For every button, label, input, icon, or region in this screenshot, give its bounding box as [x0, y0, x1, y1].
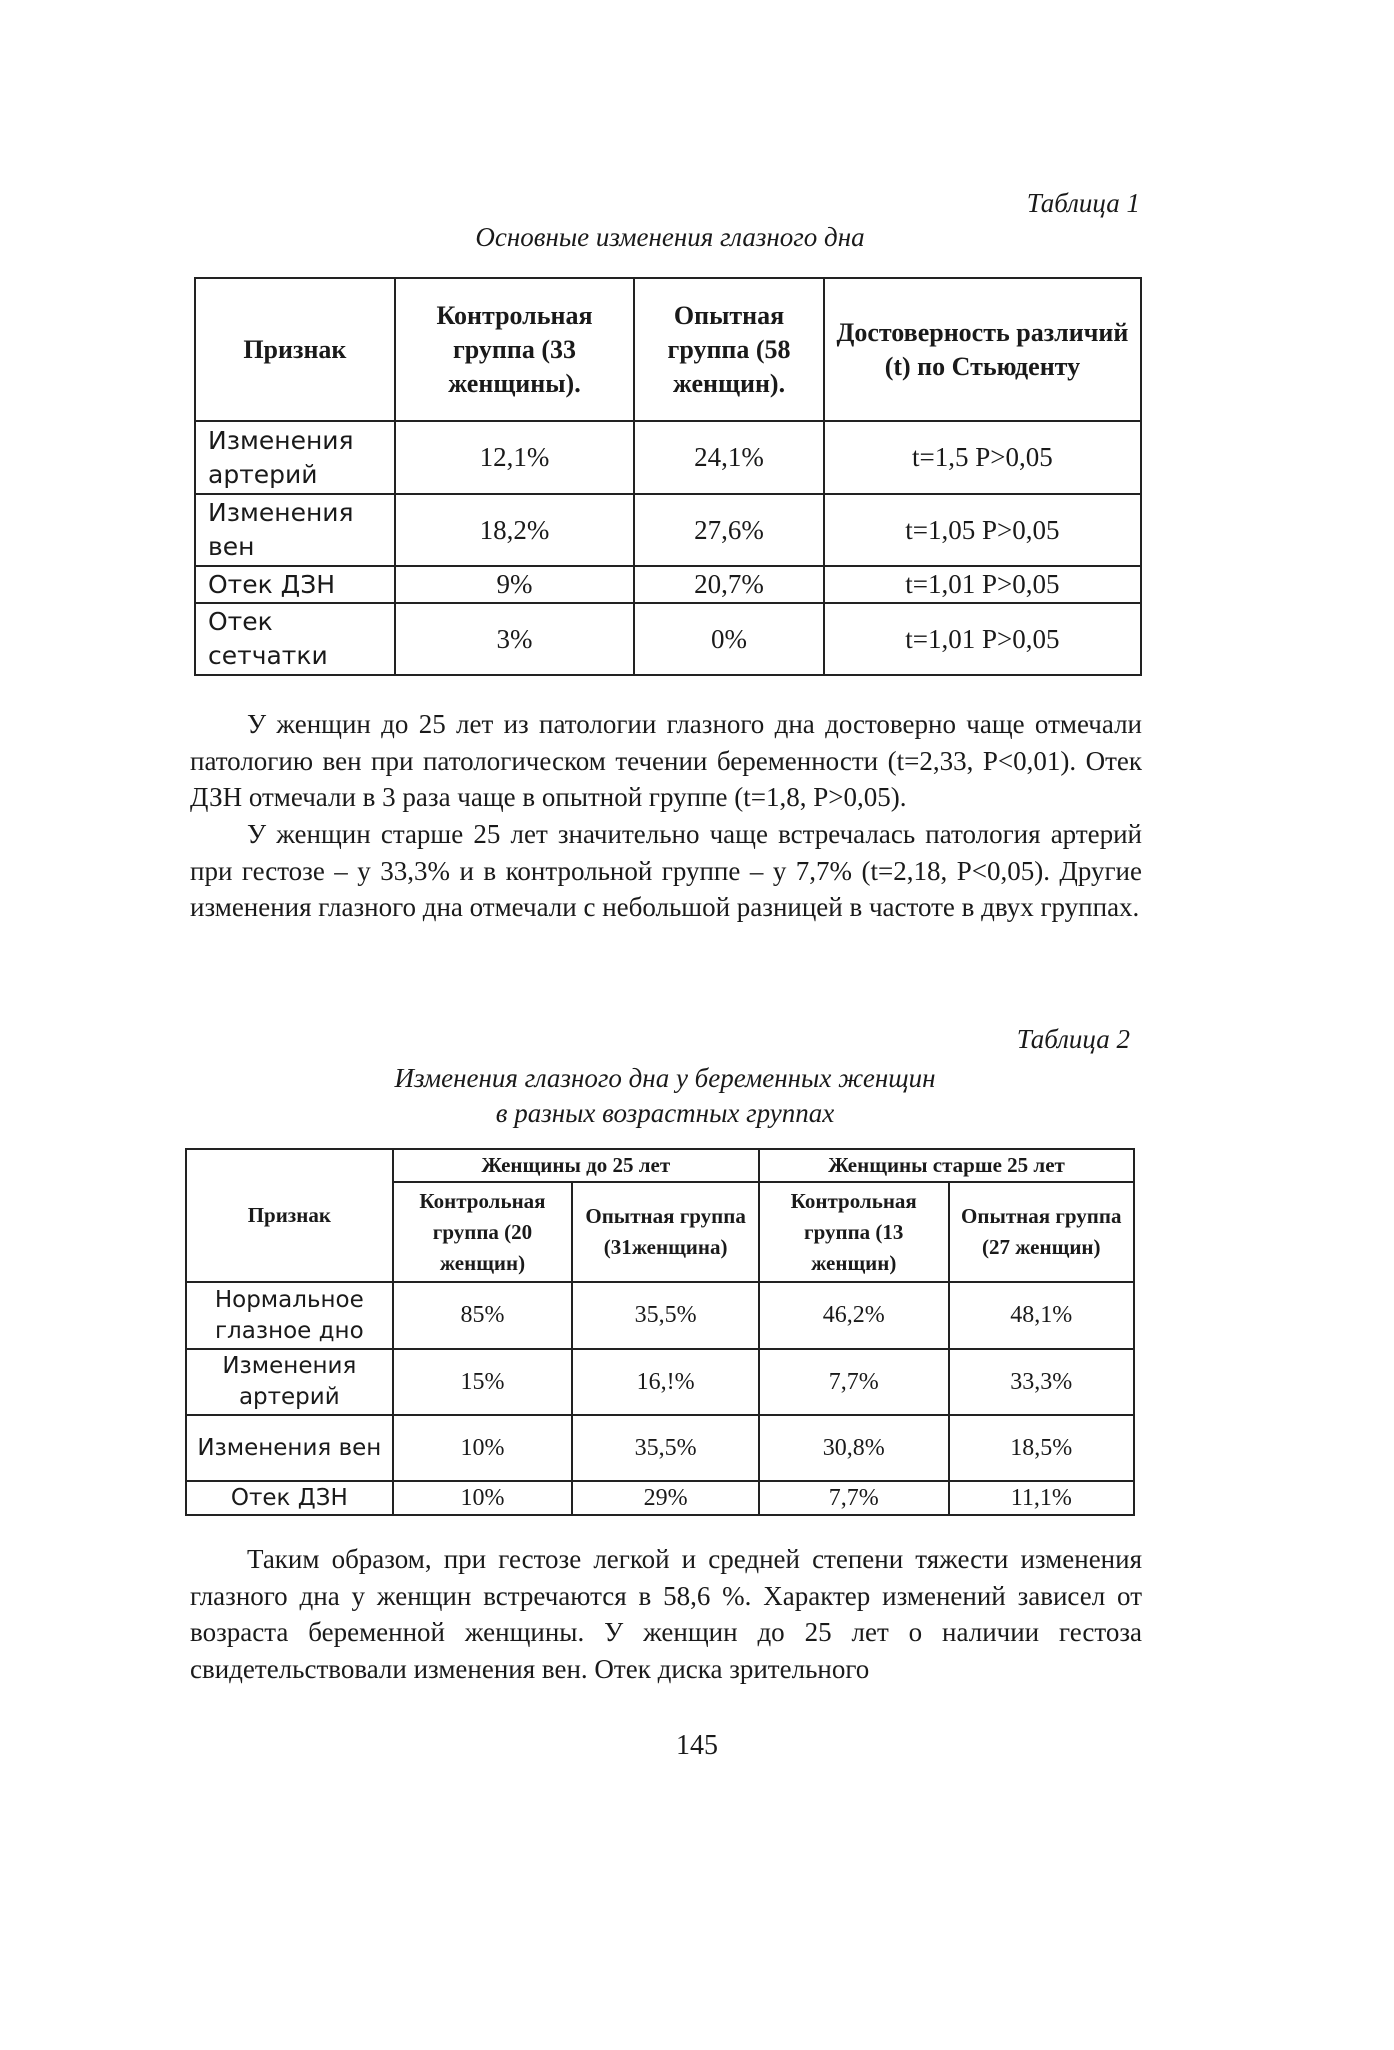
table1-label: Таблица 1: [1026, 188, 1140, 218]
table2-cell: 18,5%: [949, 1415, 1134, 1481]
table2-sub-header: Контрольная группа (13 женщин): [759, 1182, 949, 1282]
table1-cell: Отек ДЗН: [195, 566, 395, 603]
table1-header-experimental: Опытная группа (58 женщин).: [634, 278, 824, 421]
table2-group-header: Женщины до 25 лет: [393, 1149, 759, 1182]
table2-title-line2: в разных возрастных группах: [495, 1098, 835, 1128]
table1-cell: t=1,5 P>0,05: [824, 421, 1141, 494]
body-paragraph: У женщин старше 25 лет значительно чаще встречалась патология артерий при гестозе – у 33,3% и в контрольной группе – у 7,7% (t=2,18, P<0,05). Другие изменения глазного дна отмечали с небольшой разницей в частоте в двух группах.: [190, 819, 1142, 922]
table2-cell: Изменения артерий: [186, 1349, 393, 1415]
table2-cell: 29%: [572, 1481, 759, 1515]
table1-cell: 20,7%: [634, 566, 824, 603]
table1-cell: Изменения вен: [195, 494, 395, 566]
table1: [194, 277, 1142, 676]
table1-cell: t=1,01 P>0,05: [824, 566, 1141, 603]
body-paragraph: У женщин до 25 лет из патологии глазного дна достоверно чаще отмечали патологию вен при патологическом течении беременности (t=2,33, P<0,01). Отек ДЗН отмечали в 3 раза чаще в опытной группе (t=1,8, P>0,05).: [190, 709, 1142, 812]
table2-cell: 15%: [393, 1349, 573, 1415]
table-row: [195, 603, 1141, 675]
table2-sub-header: Опытная группа (27 женщин): [949, 1182, 1134, 1282]
table1-cell: 18,2%: [395, 494, 635, 566]
table1-cell: t=1,01 P>0,05: [824, 603, 1141, 675]
table1-cell: 0%: [634, 603, 824, 675]
table2-cell: Изменения вен: [186, 1415, 393, 1481]
table1-header-feature: Признак: [195, 278, 395, 421]
table-row: [195, 421, 1141, 494]
table-row: [186, 1415, 1134, 1481]
table2-cell: 30,8%: [759, 1415, 949, 1481]
table1-cell: 24,1%: [634, 421, 824, 494]
table2-cell: 35,5%: [572, 1282, 759, 1349]
table2-cell: Отек ДЗН: [186, 1481, 393, 1515]
table-row: [186, 1282, 1134, 1349]
table2-cell: 85%: [393, 1282, 573, 1349]
table1-cell: Изменения артерий: [195, 421, 395, 494]
table1-cell: 27,6%: [634, 494, 824, 566]
page-number: 145: [676, 1730, 718, 1761]
table2-cell: Нормальное глазное дно: [186, 1282, 393, 1349]
table2-cell: 48,1%: [949, 1282, 1134, 1349]
table2-group-header: Женщины старше 25 лет: [759, 1149, 1134, 1182]
table2-sub-header: Контрольная группа (20 женщин): [393, 1182, 573, 1282]
table-row: [195, 494, 1141, 566]
table-row: [186, 1349, 1134, 1415]
body-paragraph: Таким образом, при гестозе легкой и средней степени тяжести изменения глазного дна у женщин встречаются в 58,6 %. Характер изменений зависел от возраста беременной женщины. У женщин до 25 лет о наличии гестоза свидетельствовали изменения вен. Отек диска зрительного: [190, 1544, 1142, 1684]
table-row: [186, 1481, 1134, 1515]
table2-cell: 33,3%: [949, 1349, 1134, 1415]
table2-cell: 35,5%: [572, 1415, 759, 1481]
table2-cell: 7,7%: [759, 1481, 949, 1515]
table1-cell: t=1,05 P>0,05: [824, 494, 1141, 566]
table1-cell: 9%: [395, 566, 635, 603]
table2-cell: 46,2%: [759, 1282, 949, 1349]
table2-cell: 11,1%: [949, 1481, 1134, 1515]
table2-title-line1: Изменения глазного дна у беременных женщин: [394, 1063, 936, 1093]
table2-cell: 16,!%: [572, 1349, 759, 1415]
table2-group-header-row: [186, 1149, 1134, 1182]
table2-header-feature: Признак: [186, 1149, 393, 1282]
table1-header-significance: Достоверность различий (t) по Стьюденту: [824, 278, 1141, 421]
table2-cell: 10%: [393, 1481, 573, 1515]
table2-cell: 7,7%: [759, 1349, 949, 1415]
table2: [185, 1148, 1135, 1516]
table-row: [195, 566, 1141, 603]
table1-cell: Отек сетчатки: [195, 603, 395, 675]
table1-cell: 3%: [395, 603, 635, 675]
table1-header-control: Контрольная группа (33 женщины).: [395, 278, 635, 421]
table1-cell: 12,1%: [395, 421, 635, 494]
table1-title: Основные изменения глазного дна: [475, 222, 865, 252]
table2-cell: 10%: [393, 1415, 573, 1481]
table2-sub-header: Опытная группа (31женщина): [572, 1182, 759, 1282]
table1-header-row: [195, 278, 1141, 421]
table2-label: Таблица 2: [1016, 1024, 1130, 1054]
